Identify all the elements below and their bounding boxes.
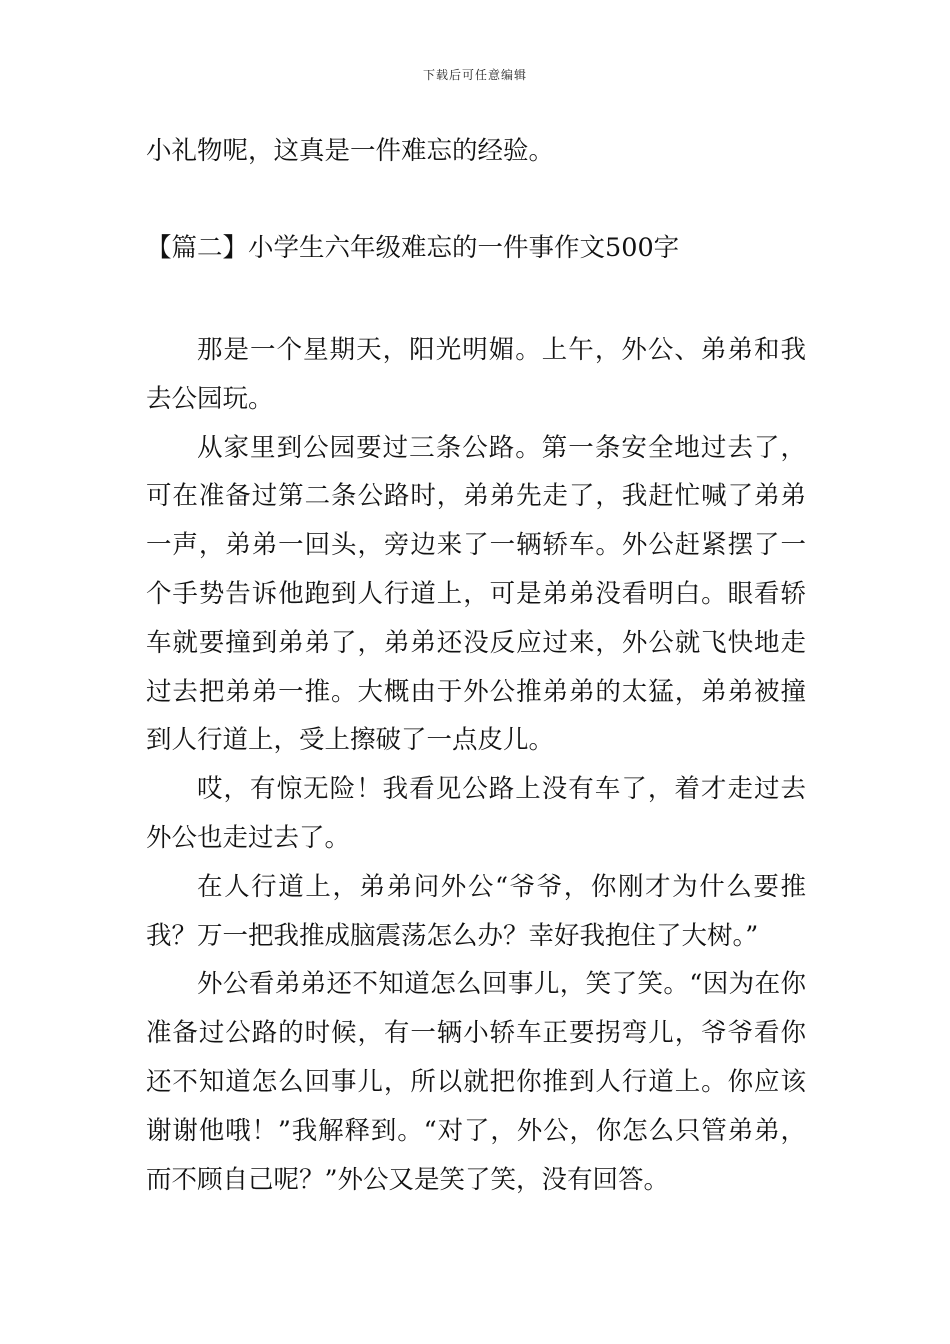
paragraph-3: 哎，有惊无险！我看见公路上没有车了，着才走过去外公也走过去了。 [146, 774, 806, 853]
paragraph-5: 外公看弟弟还不知道怎么回事儿，笑了笑。“因为在你准备过公路的时候，有一辆小轿车正要拐弯儿，爷爷看你还不知道怎么回事儿，所以就把你推到人行道上。你应该谢谢他哦！”我解释到。“对了，外公，你怎么只管弟弟，而不顾自己呢？”外公又是笑了笑，没有回答。 [146, 969, 806, 1195]
paragraph-1: 那是一个星期天，阳光明媚。上午，外公、弟弟和我去公园玩。 [146, 335, 806, 414]
section-title: 【篇二】小学生六年级难忘的一件事作文500字 [146, 233, 680, 263]
article-body [146, 326, 806, 1204]
paragraph-4: 在人行道上，弟弟问外公“爷爷，你刚才为什么要推我？万一把我推成脑震荡怎么办？幸好我抱住了大树。” [146, 871, 806, 951]
paragraph-2: 从家里到公园要过三条公路。第一条安全地过去了，可在准备过第二条公路时，弟弟先走了，我赶忙喊了弟弟一声，弟弟一回头，旁边来了一辆轿车。外公赶紧摆了一个手势告诉他跑到人行道上，可是弟弟没看明白。眼看轿车就要撞到弟弟了，弟弟还没反应过来，外公就飞快地走过去把弟弟一推。大概由于外公推弟弟的太猛，弟弟被撞到人行道上，受上擦破了一点皮儿。 [146, 432, 806, 756]
page-header-note: 下载后可任意编辑 [422, 68, 527, 82]
previous-paragraph-tail: 小礼物呢，这真是一件难忘的经验。 [146, 136, 555, 166]
